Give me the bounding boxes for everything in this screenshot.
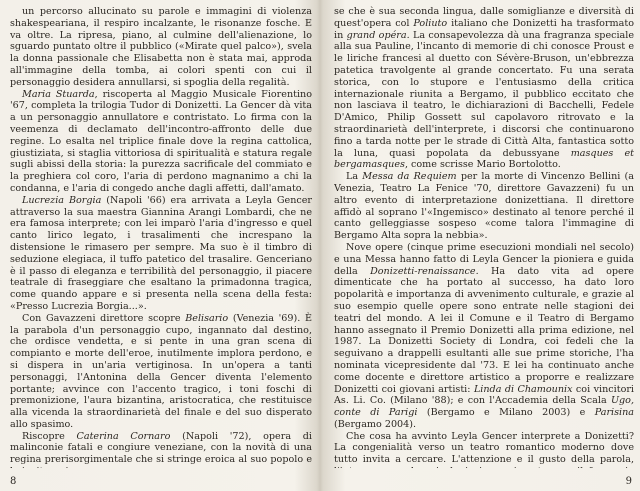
italic-title: grand opéra xyxy=(346,29,407,41)
italic-title: Parisina xyxy=(594,407,634,419)
paragraph xyxy=(10,195,312,313)
text-run: , come scrisse Mario Bortolotto. xyxy=(404,159,561,171)
paragraph xyxy=(334,431,634,468)
paragraph xyxy=(10,6,312,89)
text-run: (Bergamo 2004). xyxy=(334,418,417,430)
text-run: (Bergamo e Milano 2003) e xyxy=(417,407,595,419)
text-run: , riscoperta al Maggio Musicale Fiorentino '67, completa la trilogia Tudor di Donizetti. La Gencer dà vita a un personaggio annullatore e contristato. Lo firma con la veemenza di declamato dell'incontro-affronto delle due regine. Lo esalta nel triplice finale dove la regina cattolica, giustiziata, si staglia vittoriosa di spiritualità e statura regale sugli abissi della storia: la purezza sacrificale del commiato e la preghiera col coro, l'aria di perdono magnanimo a chi la condanna, e l'aria di congedo anche dagli affetti, dall'amato. xyxy=(10,88,312,194)
page-number-left: 8 xyxy=(10,476,17,487)
text-run: (Venezia '69). È la parabola d'un personaggio cupo, ingannato dal destino, che ordisce vendetta, e si pente in una gran scena di compianto e morte dell'eroe, inutilmente implora perdono, e si dispera in un'aria vertiginosa. In un'opera a tanti personaggi, l'Antonina della Gencer diventa l'elemento portante; avvince con l'accento tragico, i toni foschi di premonizione, l'aura bizantina, aristocratica, che restituisce alla vicenda la straordinarietà del finale e del suo disperato allo spasimo. xyxy=(10,312,312,430)
italic-title: Messa da Requiem xyxy=(362,171,457,183)
paragraph xyxy=(334,6,634,171)
text-run: Che cosa ha avvinto Leyla Gencer interprete a Donizetti? La congenialità verso un teatro romantico moderno dove tutto invita a cercare. L'attenzione e il gusto della parola, xyxy=(334,430,634,466)
text-run: La xyxy=(346,171,363,183)
text-run: italiano che Donizetti ha trasformato in xyxy=(334,17,634,41)
text-run: . La consapevolezza dà una fragranza speciale alla sua Pauline, l'incanto di memorie di chi conosce Proust e le liriche francesi al duetto con Sévère-Bruson, un'ebbrezza patetica travolgente al grande concertato. Fu una serata storica, con lo stupore e l'entusiasmo della critica internazionale riunita a Bergamo, il pubblico eccitato che non lasciava il teatro, le dichiarazioni di Bacchelli, Fedele D'Amico, Philip Gossett sul capolavoro ritrovato e la straordinarietà dell'interprete, i discorsi che continuarono fino a tarda notte per le strade di Città Alta, fantastica sotto la luna, quasi popolata da debussyane xyxy=(334,29,634,159)
text-run: Riscopre xyxy=(22,430,77,442)
paragraph xyxy=(334,171,634,242)
italic-title: Poliuto xyxy=(413,17,448,29)
text-run: per la morte di Vincenzo Bellini (a Venezia, Teatro La Fenice '70, direttore Gavazzeni) fu un altro evento di interpretazione donizettiana. Il direttore affidò al soprano l'«Ingemisco» destinato al tenore perché il canto gelleggiasse sospeso «come talora l'immagine di Bergamo Alta sopra la nebbia». xyxy=(334,171,634,242)
italic-title: Lucrezia Borgia xyxy=(22,194,102,206)
paragraph xyxy=(10,313,312,431)
italic-title: masques et bergamasques xyxy=(334,147,634,171)
right-page-text xyxy=(334,6,634,468)
italic-title: Belisario xyxy=(185,312,229,324)
italic-title: Ugo, conte di Parigi xyxy=(334,395,634,419)
text-run: coi vincitori As. Li. Co. (Milano '88); e con l'Accademia della Scala xyxy=(334,383,634,407)
page-number-right: 9 xyxy=(625,476,632,487)
italic-title: Donizetti-renaissance xyxy=(370,265,476,277)
paragraph xyxy=(10,89,312,195)
text-run: . Ha dato vita ad opere dimenticate che ha portato al successo, ha dato loro popolarità e importanza di avvenimento culturale, e grazie al suo esempio quelle opere sono entrate nelle stagioni dei teatri del mondo. A lei il Comune e il Teatro di Bergamo hanno assegnato il Premio Donizetti alla prima edizione, nel 1987. La Donizetti Society di Londra, coi fedeli che la seguivano a drappelli esultanti alle sue prime storiche, l'ha nominata vicepresidente dal '73. E lei ha continuato anche come docente e direttore artistico a proporre e realizzare Donizetti coi giovani artisti: xyxy=(334,265,634,395)
italic-title: Caterina Cornaro xyxy=(76,430,171,442)
text-run: se che è sua seconda lingua, dalle somiglianze e diversità di quest'opera col xyxy=(334,6,634,29)
left-page-text xyxy=(10,6,312,468)
text-run: (Napoli '72), opera di malinconie fatali e congiure veneziane, con la novità di una regina prerisorgimentale che si stringe eroica al suo popolo e xyxy=(10,430,312,466)
italic-title: Maria Stuarda xyxy=(22,88,95,100)
paragraph xyxy=(10,431,312,468)
text-run: un percorso allucinato su parole e immagini di violenza shakespeariana, il respiro incalzante, le risonanze fosche. E va oltre. La ripresa, piano, al culmine dell'alienazione, lo sguardo puntato oltre il pubblico («Mirate quel palco»), svela la donna passionale che Elisabetta non è stata mai, approda all'immagine della tomba, ai colori spenti con cui il personaggio desidera annullarsi, si spoglia della regalità. xyxy=(10,6,312,88)
text-run: Con Gavazzeni direttore scopre xyxy=(22,312,186,324)
italic-title: Linda di Chamounix xyxy=(473,383,573,395)
paragraph xyxy=(334,242,634,431)
text-run: Nove opere (cinque prime esecuzioni mondiali nel secolo) e una Messa hanno fatto di Leyla Gencer la pioniera e guida della xyxy=(334,241,634,277)
text-run: (Napoli '66) era arrivata a Leyla Gencer attraverso la sua maestra Giannina Arangi Lombardi, che ne era famosa interprete; con lei imparò l'aria d'ingresso e quel canto lirico legato, i trasalimenti che increspano la distensione le rimasero per sempre. Ma suo è il timbro di seduzione elegiaca, il tuffo patetico del trasalire. Genceriano è il passo di eleganza e terribilità del personaggio, il piacere teatrale di fraseggiare che esaltano la primadonna tragica, come quando appare e si presenta nella scena della festa: «Presso Lucrezia Borgia...». xyxy=(10,194,312,312)
